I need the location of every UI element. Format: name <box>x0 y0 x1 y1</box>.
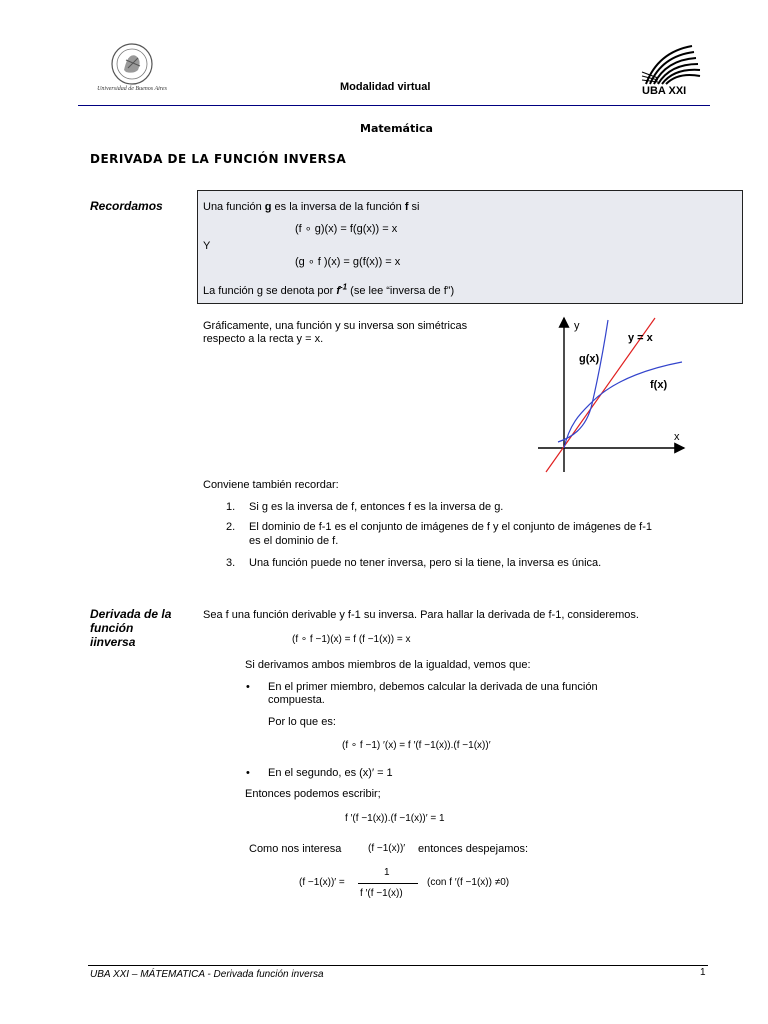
denote-line: La función g se denota por $f^{-1}$ (se lee “inversa de f”) <box>203 282 455 297</box>
footer-text: UBA XXI – MÁTEMATICA - Derivada función inversa <box>90 969 324 980</box>
recordamos-label: Recordamos <box>90 199 163 213</box>
list-item-2a: El dominio de f-1 es el conjunto de imágenes de f y el conjunto de imágenes de f-1 <box>249 521 652 533</box>
definition-y: Y <box>203 240 211 252</box>
footer-divider <box>88 965 708 966</box>
label-fx: f(x) <box>650 379 668 391</box>
bullet-2-text: En el segundo, es (x)′ = 1 <box>268 767 393 779</box>
label-y: y <box>574 320 580 332</box>
equation-composition: (f ∘ f −1)(x) = f (f −1(x)) = x <box>292 634 411 645</box>
final-numerator: 1 <box>384 867 390 878</box>
header-title: Modalidad virtual <box>340 81 431 93</box>
uba-xxi-logo <box>640 44 702 100</box>
section-title: DERIVADA DE LA FUNCIÓN INVERSA <box>90 152 347 166</box>
bullet-1-text-b: compuesta. <box>268 694 325 706</box>
graphic-text-1: Gráficamente, una función y su inversa son simétricas <box>203 320 468 332</box>
equation-gof: (g ∘ f )(x) = g(f(x)) = x <box>295 256 401 268</box>
recordar-intro: Conviene también recordar: <box>203 479 339 491</box>
university-caption: Universidad de Buenos Aires <box>97 86 167 92</box>
interesa-pre: Como nos interesa <box>249 843 342 855</box>
definition-line1: Una función g es la inversa de la función f si <box>203 201 420 213</box>
logo-text: UBA XXI <box>642 85 687 97</box>
list-num-2: 2. <box>226 521 236 533</box>
por-lo-que: Por lo que es: <box>268 716 336 728</box>
inverse-function-graph <box>530 312 700 477</box>
interesa-post: entonces despejamos: <box>418 843 529 855</box>
entonces-text: Entonces podemos escribir; <box>245 788 381 800</box>
final-lhs: (f −1(x))′ = <box>299 877 345 888</box>
label-gx: g(x) <box>579 353 600 365</box>
bullet-1-text-a: En el primer miembro, debemos calcular la derivada de una función <box>268 681 598 693</box>
final-denominator: f ′(f −1(x)) <box>360 888 403 899</box>
equation-chain-rule: (f ∘ f −1) ′(x) = f ′(f −1(x)).(f −1(x))′ <box>342 740 491 751</box>
bullet-1: • <box>246 681 250 693</box>
equation-fog: (f ∘ g)(x) = f(g(x)) = x <box>295 223 398 235</box>
list-num-1: 1. <box>226 501 236 513</box>
list-item-3: Una función puede no tener inversa, pero si la tiene, la inversa es única. <box>249 557 602 569</box>
g-curve <box>558 320 608 442</box>
bullet-2: • <box>246 767 250 779</box>
derivada-intro: Sea f una función derivable y f-1 su inversa. Para hallar la derivada de f-1, consideremos. <box>203 609 639 621</box>
header-divider <box>78 105 710 106</box>
page-number: 1 <box>700 967 706 978</box>
interesa-expr: (f −1(x))′ <box>368 843 406 854</box>
university-seal <box>96 40 168 100</box>
equation-written: f ′(f −1(x)).(f −1(x))′ = 1 <box>345 813 445 824</box>
label-yx: y = x <box>628 332 653 344</box>
derivamos-text: Si derivamos ambos miembros de la igualdad, vemos que: <box>245 659 531 671</box>
list-item-2b: es el dominio de f. <box>249 535 339 547</box>
label-x: x <box>674 431 680 443</box>
final-condition: (con f ′(f −1(x)) ≠0) <box>427 877 510 888</box>
subject-title: Matemática <box>360 122 433 135</box>
derivada-label: Derivada de la función iinversa <box>90 607 172 649</box>
f-curve <box>564 362 682 448</box>
list-item-1: Si g es la inversa de f, entonces f es la inversa de g. <box>249 501 504 513</box>
fraction-bar <box>358 883 418 884</box>
graphic-text-2: respecto a la recta y = x. <box>203 333 324 345</box>
list-num-3: 3. <box>226 557 236 569</box>
